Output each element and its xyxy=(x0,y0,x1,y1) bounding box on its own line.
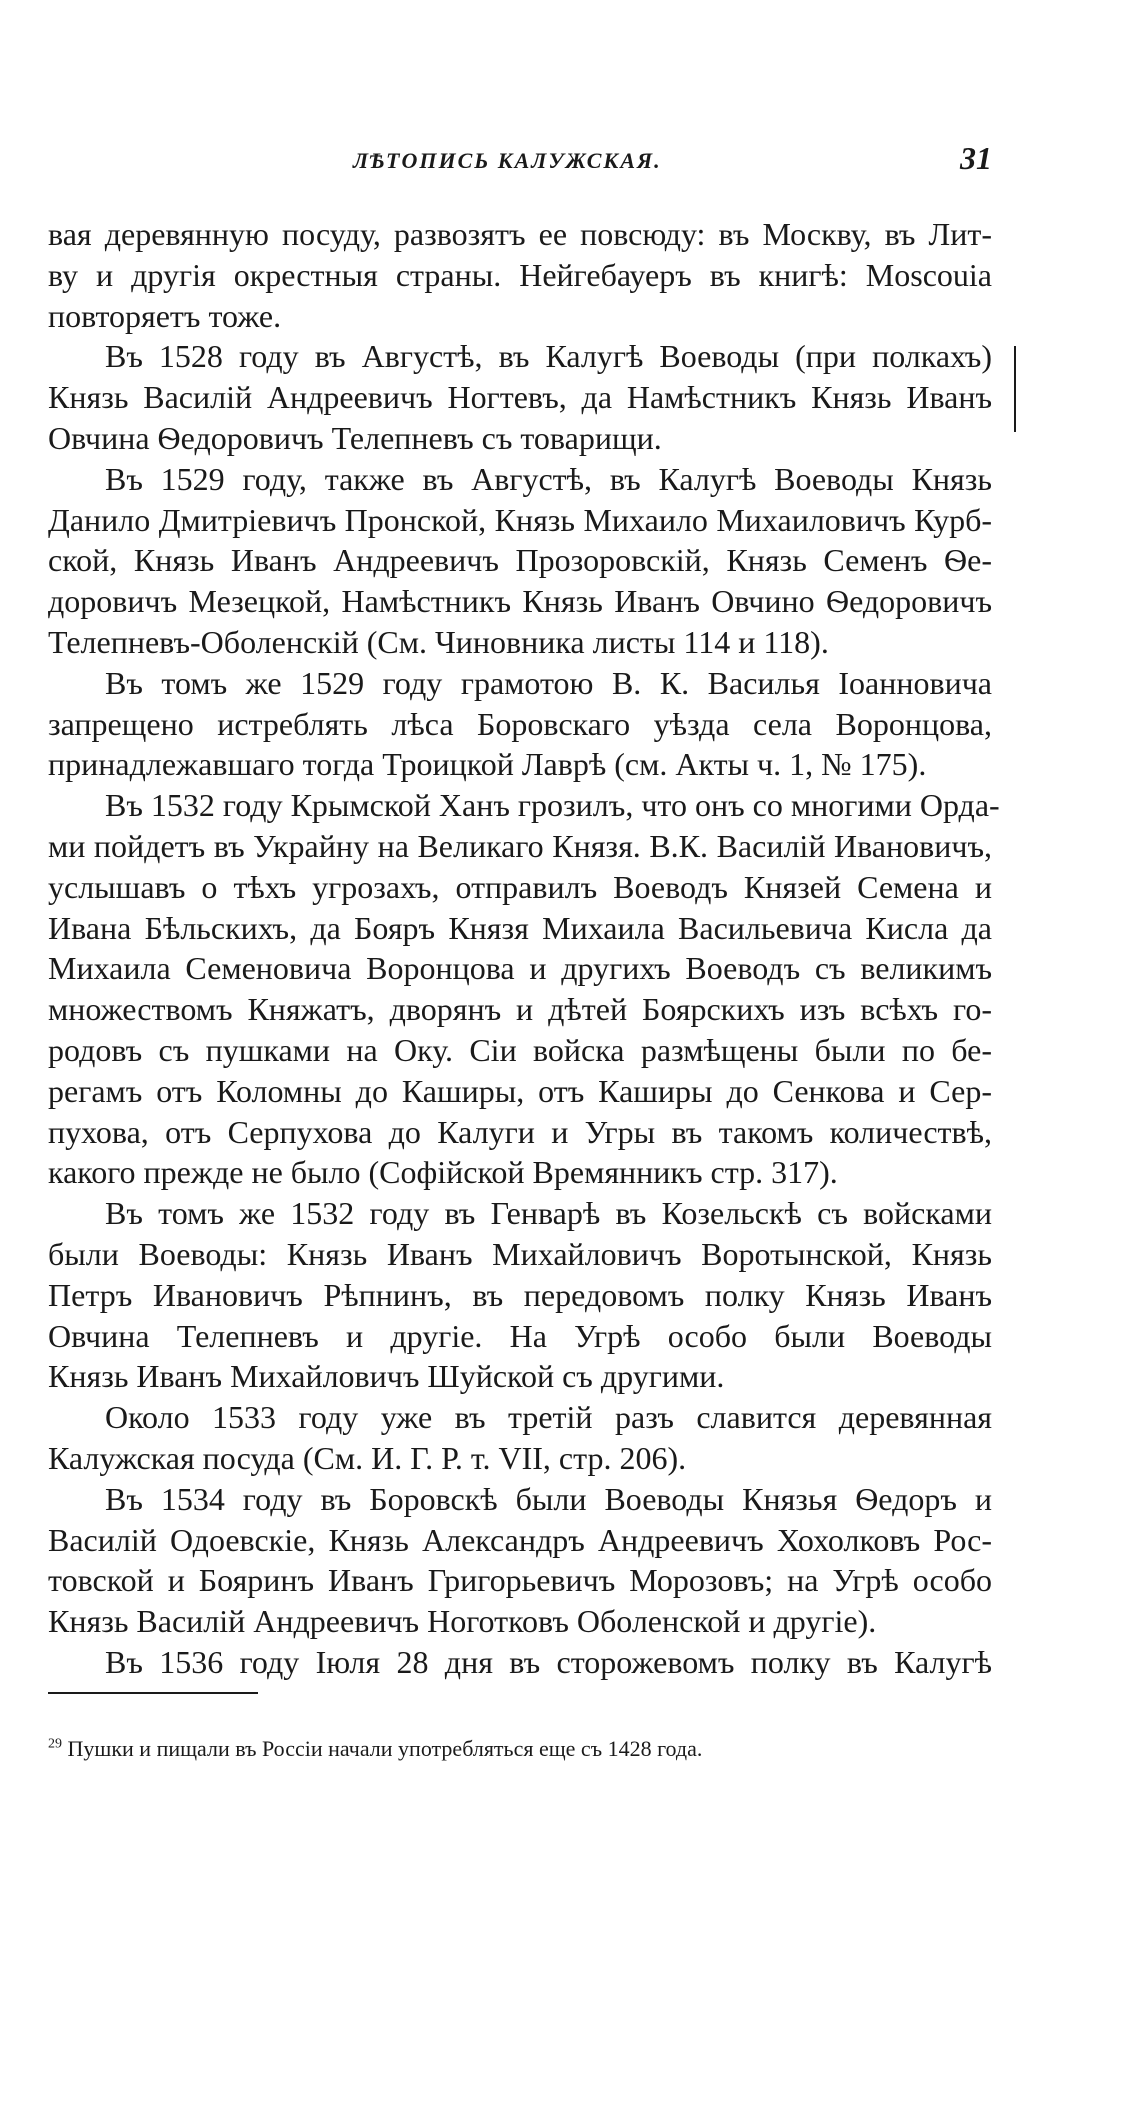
text-line: какого прежде не было (Софійской Времянникъ стр. 317). xyxy=(48,1154,838,1191)
text-line: ву и другія окрестныя страны. Нейгебауеръ въ книгѣ: Moscouia xyxy=(48,256,992,293)
text-line: вая деревянную посуду, развозятъ ее повсюду: въ Москву, въ Лит- xyxy=(48,216,992,252)
text-line: Данило Дмитріевичъ Пронской, Князь Михаило Михаиловичъ Курб- xyxy=(48,501,992,538)
text-line: ми пойдетъ въ Украйну на Великаго Князя. В.К. Василій Ивановичъ, xyxy=(48,827,992,864)
text-line: Въ 1529 году, также въ Августѣ, въ Калугѣ Воеводы Князь xyxy=(105,460,992,497)
text-line: Овчина Телепневъ и другіе. На Угрѣ особо были Воеводы xyxy=(48,1317,992,1354)
text-line: товской и Бояринъ Иванъ Григорьевичъ Морозовъ; на Угрѣ особо xyxy=(48,1562,992,1599)
text-line: Петръ Ивановичъ Рѣпнинъ, въ передовомъ полку Князь Иванъ xyxy=(48,1276,992,1313)
text-line: регамъ отъ Коломны до Каширы, отъ Каширы до Сенкова и Сер- xyxy=(48,1072,992,1109)
footnote-text: Пушки и пищали въ Россіи начали употребляться еще съ 1428 года. xyxy=(67,1736,703,1761)
text-line: пухова, отъ Серпухова до Калуги и Угры въ такомъ количествѣ, xyxy=(48,1113,992,1150)
text-line: ской, Князь Иванъ Андреевичъ Прозоровскій, Князь Семенъ Ѳе- xyxy=(48,542,992,579)
text-line: повторяетъ тоже. xyxy=(48,297,282,334)
text-line: были Воеводы: Князь Иванъ Михайловичъ Воротынской, Князь xyxy=(48,1235,992,1272)
text-line: родовъ съ пушками на Оку. Сіи войска размѣщены были по бе- xyxy=(48,1031,992,1068)
text-line: Около 1533 году уже въ третій разъ славится деревянная xyxy=(105,1399,992,1436)
page-header xyxy=(48,140,992,180)
text-line: доровичъ Мезецкой, Намѣстникъ Князь Иванъ Овчино Ѳедоровичъ xyxy=(48,583,992,620)
text-line: Въ 1536 году Іюля 28 дня въ сторожевомъ полку въ Калугѣ xyxy=(105,1643,992,1680)
text-line: множествомъ Княжатъ, дворянъ и дѣтей Боярскихъ изъ всѣхъ го- xyxy=(48,991,992,1028)
text-line: услышавъ о тѣхъ угрозахъ, отправилъ Воеводъ Князей Семена и xyxy=(48,868,992,905)
text-line: Князь Василій Андреевичъ Ноготковъ Оболенской и другіе). xyxy=(48,1603,877,1640)
margin-mark xyxy=(1014,346,1016,432)
footnote xyxy=(48,1736,992,1762)
text-line: Въ томъ же 1529 году грамотою В. К. Василья Іоанновича xyxy=(105,664,992,701)
text-line: принадлежавшаго тогда Троицкой Лаврѣ (см. Акты ч. 1, № 175). xyxy=(48,746,927,783)
text-line: Въ 1528 году въ Августѣ, въ Калугѣ Воеводы (при полкахъ) xyxy=(105,338,992,375)
text-line: Князь Василій Андреевичъ Ногтевъ, да Намѣстникъ Князь Иванъ xyxy=(48,379,992,416)
running-title: ЛѢТОПИСЬ КАЛУЖСКАЯ. xyxy=(353,148,662,173)
text-line: Овчина Ѳедоровичъ Телепневъ съ товарищи. xyxy=(48,419,662,456)
text-line: Въ 1532 году Крымской Ханъ грозилъ, что онъ со многими Орда- xyxy=(105,787,1000,824)
footnote-marker: 29 xyxy=(48,1736,62,1752)
text-line: Калужская посуда (См. И. Г. Р. т. VII, стр. 206). xyxy=(48,1439,687,1476)
text-line: Михаила Семеновича Воронцова и другихъ Воеводъ съ великимъ xyxy=(48,950,992,987)
text-line: Въ томъ же 1532 году въ Генварѣ въ Козельскѣ съ войсками xyxy=(105,1195,992,1232)
body-text xyxy=(48,214,1000,1683)
text-line: Телепневъ-Оболенскій (См. Чиновника листы 114 и 118). xyxy=(48,623,829,660)
text-line: Ивана Бѣльскихъ, да Бояръ Князя Михаила Васильевича Кисла да xyxy=(48,909,992,946)
text-line: Василій Одоевскіе, Князь Александръ Андреевичъ Хохолковъ Рос- xyxy=(48,1521,992,1558)
text-line: Въ 1534 году въ Боровскѣ были Воеводы Князья Ѳедоръ и xyxy=(105,1480,992,1517)
text-line: запрещено истреблять лѣса Боровскаго уѣзда села Воронцова, xyxy=(48,705,992,742)
footnote-rule xyxy=(48,1692,258,1694)
page-number: 31 xyxy=(960,140,992,176)
text-line: Князь Иванъ Михайловичъ Шуйской съ другими. xyxy=(48,1358,725,1395)
